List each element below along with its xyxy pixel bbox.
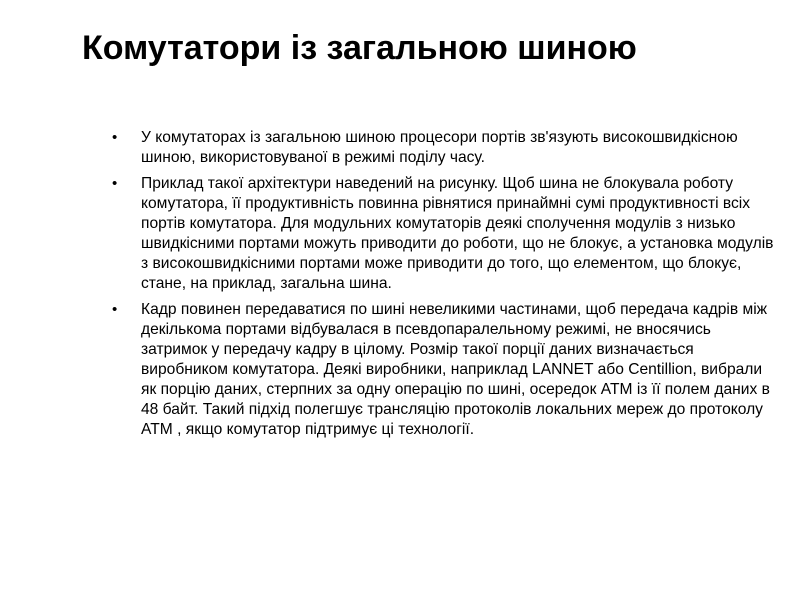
bullet-text: Приклад такої архітектури наведений на рисунку. Щоб шина не блокувала роботу комутатора, її продуктивність повинна рівнятися принаймні сумі продуктивності всіх портів комутатора. Для модульних комутаторів деякі сполучення модулів з низько швидкісними портами можуть приводити до роботи, що не блокує, а установка модулів з високошвидкісними портами може приводити до того, що елементом, що блокує, стане, на приклад, загальна шина. xyxy=(141,175,774,292)
bullet-text: Кадр повинен передаватися по шині невеликими частинами, щоб передача кадрів між декількома портами відбувалася в псевдопаралельному режимі, не вносячись затримок у передачу кадру в цілому. Розмір такої порції даних визначається виробником комутатора. Деякі виробники, наприклад LANNET або Centillion, вибрали як порцію даних, стерпних за одну операцію по шині, осередок ATM із її полем даних в 48 байт. Такий підхід полегшує трансляцію протоколів локальних мереж до протоколу ATM , якщо комутатор підтримує ці технології. xyxy=(141,301,770,438)
bullet-point-icon: • xyxy=(112,175,118,192)
bullet-list xyxy=(112,128,777,446)
bullet-item xyxy=(112,300,777,440)
slide-title: Комутатори із загальною шиною xyxy=(82,29,637,67)
bullet-point-icon: • xyxy=(112,301,118,318)
bullet-text: У комутаторах із загальною шиною процесори портів зв'язують високошвидкісною шиною, використовуваної в режимі поділу часу. xyxy=(141,129,738,166)
bullet-item xyxy=(112,174,777,294)
bullet-item xyxy=(112,128,777,168)
bullet-point-icon: • xyxy=(112,129,118,146)
